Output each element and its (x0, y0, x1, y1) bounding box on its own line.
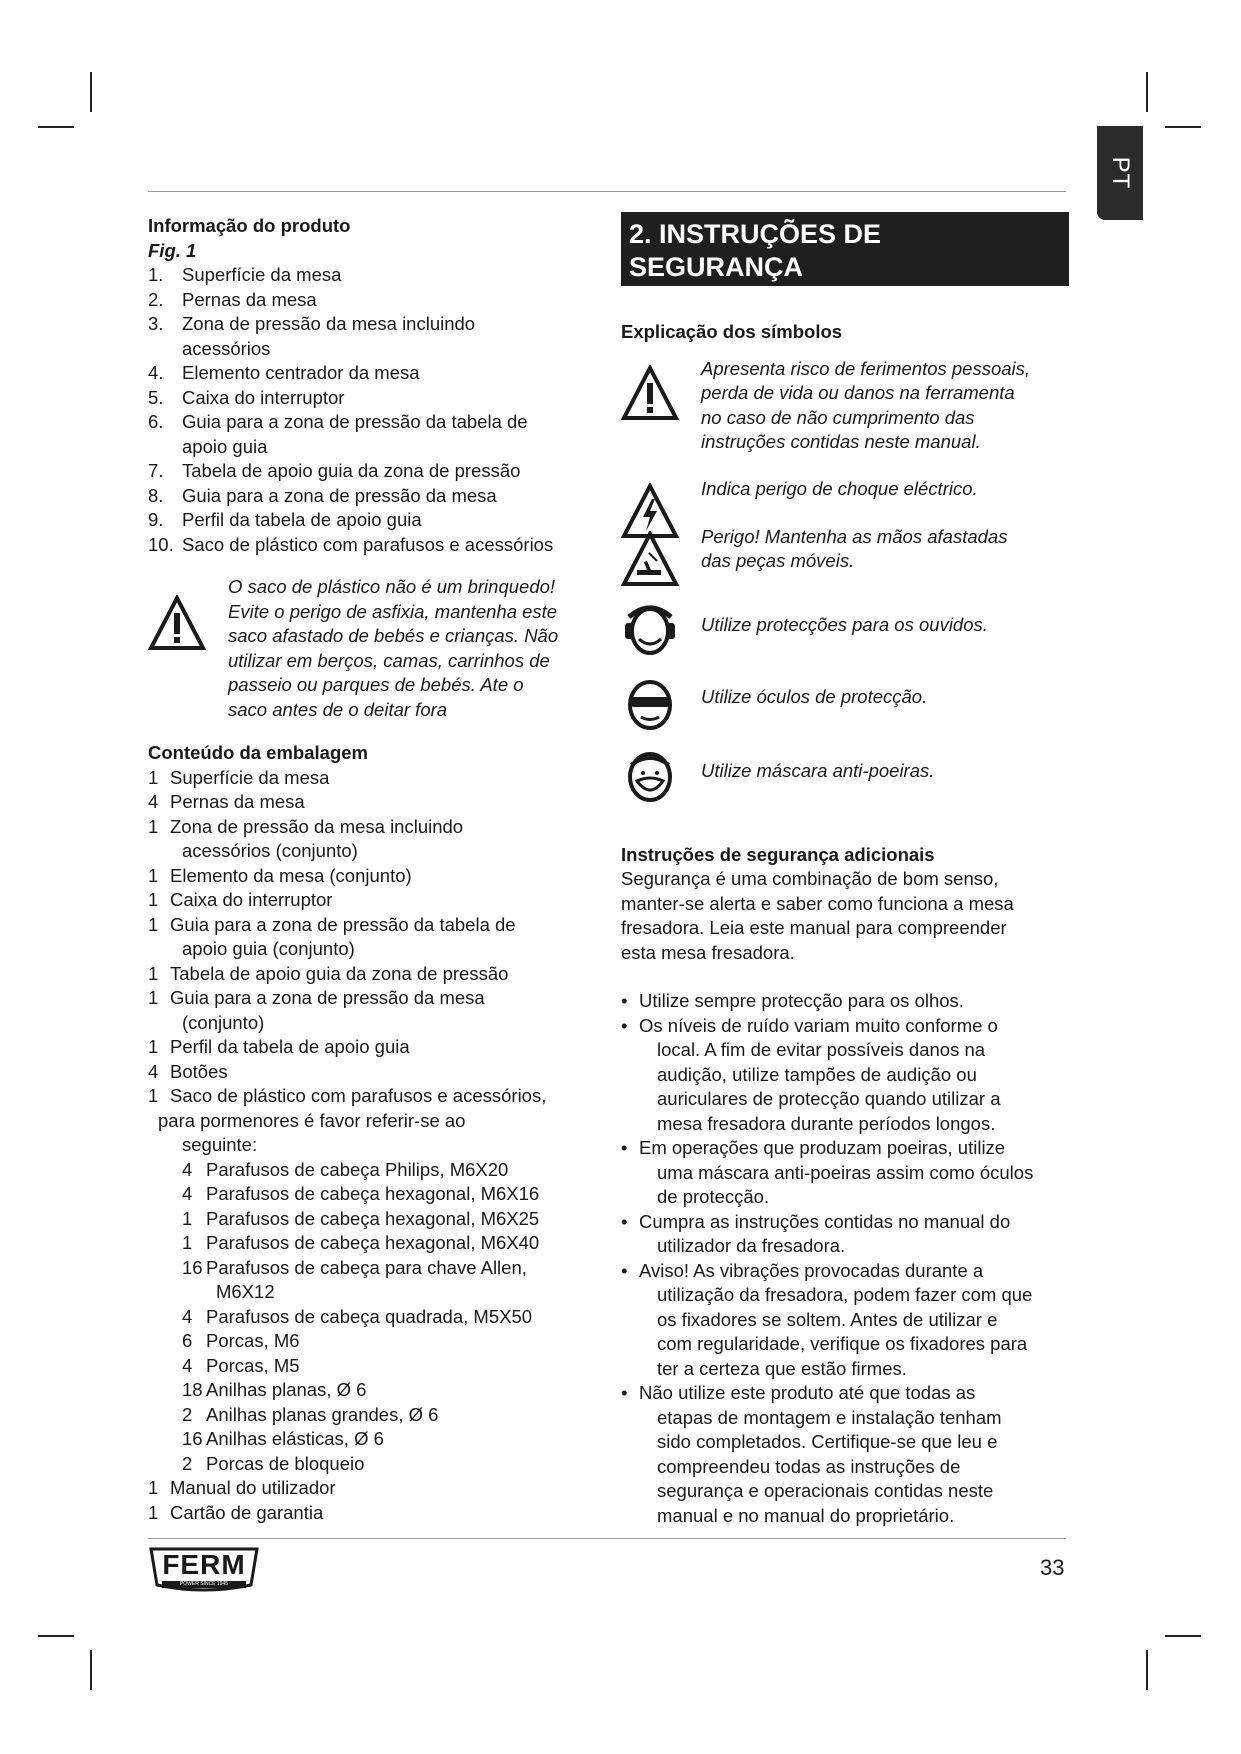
item-quantity: 4 (148, 791, 159, 812)
symbol-description (701, 357, 1071, 455)
list-item (148, 790, 598, 815)
list-item (148, 484, 598, 509)
additional-safety-heading: Instruções de segurança adicionais (621, 843, 935, 865)
item-text: Anilhas planas grandes, Ø 6 (206, 1403, 439, 1425)
item-quantity: 1 (148, 864, 159, 886)
item-number: 1. (148, 264, 164, 285)
logo-tagline: POWER SINCE 1945 (179, 1581, 229, 1587)
crop-mark (1146, 72, 1148, 112)
list-item (148, 1084, 598, 1109)
bullet-marker: • (621, 1210, 628, 1232)
eye-protection-icon (621, 675, 679, 731)
list-item (148, 312, 598, 337)
item-text: Pernas da mesa (170, 791, 305, 812)
item-text: Parafusos de cabeça hexagonal, M6X25 (206, 1207, 540, 1229)
list-item (148, 986, 598, 1011)
list-item (148, 1452, 598, 1477)
bullet-line: Em operações que produzam poeiras, utilize (639, 1137, 1006, 1158)
item-text: Caixa do interruptor (182, 386, 345, 408)
warning-line: Evite o perigo de asfixia, mantenha este (228, 600, 558, 622)
list-item (148, 962, 598, 987)
item-text: Tabela de apoio guia da zona de pressão (182, 460, 521, 481)
item-quantity: 16 (182, 1428, 203, 1449)
symbol-description-line: Indica perigo de choque eléctrico. (701, 477, 978, 499)
item-text: Guia para a zona de pressão da tabela de (182, 411, 528, 432)
crop-mark (1165, 126, 1201, 128)
item-quantity: 4 (182, 1354, 193, 1376)
crop-mark (1146, 1650, 1148, 1690)
symbol-row (621, 525, 1069, 601)
safety-intro (621, 867, 1069, 965)
bullet-item (621, 1210, 1069, 1259)
bullet-line: utilizador da fresadora. (657, 1235, 846, 1256)
symbol-description-line: no caso de não cumprimento das (701, 406, 975, 428)
item-text: Parafusos de cabeça quadrada, M5X50 (206, 1305, 533, 1327)
ear-protection-icon (621, 601, 679, 657)
item-text: Cartão de garantia (170, 1501, 324, 1523)
bullet-line: Aviso! As vibrações provocadas durante a (639, 1259, 984, 1281)
item-number: 5. (148, 386, 164, 408)
warning-line: passeio ou parques de bebés. Ate o (228, 674, 524, 695)
symbol-description-line: Apresenta risco de ferimentos pessoais, (701, 357, 1031, 379)
item-text: Zona de pressão da mesa incluindo (170, 815, 464, 837)
bullet-line: uma máscara anti-poeiras assim como óculos (657, 1161, 1034, 1183)
item-quantity: 4 (148, 1060, 159, 1082)
item-text: Manual do utilizador (170, 1477, 336, 1498)
item-number: 6. (148, 411, 164, 432)
ferm-logo (148, 1545, 260, 1598)
bullet-line: Utilize sempre protecção para os olhos. (639, 990, 964, 1011)
item-quantity: 2 (182, 1403, 193, 1425)
product-parts-list (148, 263, 598, 557)
symbol-description-line: instruções contidas neste manual. (701, 431, 981, 452)
symbol-description (701, 613, 1071, 638)
item-quantity: 1 (148, 1036, 159, 1057)
bullet-marker: • (621, 1382, 628, 1403)
item-quantity: 1 (148, 1085, 159, 1106)
list-item (148, 1403, 598, 1428)
list-item (148, 1158, 598, 1183)
symbol-description-line: Utilize óculos de protecção. (701, 685, 928, 707)
section-title-line-1: 2. INSTRUÇÕES DE (629, 219, 882, 249)
dust-mask-icon (621, 747, 679, 803)
warning-triangle-icon (621, 365, 679, 421)
list-item (148, 1256, 598, 1281)
item-number: 3. (148, 313, 164, 334)
warning-line: O saco de plástico não é um brinquedo! (228, 576, 556, 597)
item-text: Superfície da mesa (182, 264, 342, 285)
list-item (148, 1231, 598, 1256)
page-number: 33 (1040, 1555, 1065, 1580)
list-item (148, 1476, 598, 1501)
item-continuation: (conjunto) (182, 1011, 265, 1033)
figure-reference: Fig. 1 (148, 239, 197, 261)
item-text: Guia para a zona de pressão da mesa (182, 484, 497, 506)
language-tab (1097, 126, 1143, 220)
item-quantity: 1 (148, 1501, 159, 1523)
list-item (148, 508, 598, 533)
item-continuation: acessórios (conjunto) (182, 840, 358, 861)
item-quantity: 4 (182, 1305, 193, 1327)
section-title (621, 212, 1069, 286)
item-quantity: 6 (182, 1330, 193, 1351)
item-text: Parafusos de cabeça para chave Allen, (206, 1256, 527, 1278)
bullet-line: sido completados. Certifique-se que leu e (657, 1431, 998, 1452)
symbol-row (621, 477, 1069, 531)
bullet-item (621, 1259, 1069, 1382)
bullet-item (621, 1381, 1069, 1528)
plastic-bag-warning (148, 575, 598, 725)
item-quantity: 1 (182, 1232, 193, 1253)
package-contents-list (148, 766, 598, 1526)
item-continuation: acessórios (182, 337, 271, 359)
item-text: Porcas, M6 (206, 1330, 300, 1351)
safety-bullets (621, 989, 1069, 1528)
list-item (148, 361, 598, 386)
symbol-row (621, 601, 1069, 675)
symbol-description-line: perda de vida ou danos na ferramenta (701, 382, 1015, 403)
bullet-marker: • (621, 1014, 628, 1036)
symbol-description (701, 759, 1071, 784)
symbols-list (621, 357, 1069, 819)
item-text: Porcas de bloqueio (206, 1452, 365, 1474)
item-quantity: 16 (182, 1256, 203, 1278)
item-text: Anilhas elásticas, Ø 6 (206, 1428, 384, 1449)
hand-hazard-icon (621, 531, 679, 587)
bullet-line: Os níveis de ruído variam muito conforme o (639, 1014, 998, 1036)
bullet-marker: • (621, 1137, 628, 1158)
symbols-heading: Explicação dos símbolos (621, 321, 843, 342)
section-title-line-2: SEGURANÇA (629, 252, 804, 282)
list-item (148, 1305, 598, 1330)
symbol-row (621, 357, 1069, 483)
item-quantity: 18 (182, 1379, 203, 1400)
list-item (148, 1329, 598, 1354)
contents-continuation: seguinte: (182, 1134, 258, 1155)
list-item (148, 1207, 598, 1232)
item-continuation: apoio guia (182, 435, 268, 457)
item-quantity: 1 (148, 815, 159, 837)
bullet-item (621, 1014, 1069, 1137)
warning-triangle-icon (148, 595, 206, 651)
symbol-description-line: Utilize protecções para os ouvidos. (701, 613, 988, 635)
intro-line: Segurança é uma combinação de bom senso, (621, 868, 999, 889)
list-item (148, 1354, 598, 1379)
item-quantity: 1 (148, 962, 159, 984)
list-item (148, 1182, 598, 1207)
bullet-line: local. A fim de evitar possíveis danos na (657, 1039, 986, 1060)
list-item (148, 386, 598, 411)
contents-continuation: para pormenores é favor referir-se ao (158, 1109, 466, 1131)
list-item (148, 410, 598, 435)
item-text: Parafusos de cabeça Philips, M6X20 (206, 1158, 509, 1180)
language-tab-label: PT (1107, 156, 1134, 190)
item-quantity: 1 (148, 913, 159, 935)
intro-line: fresadora. Leia este manual para compreender (621, 917, 1007, 938)
item-text: Elemento da mesa (conjunto) (170, 864, 412, 886)
bullet-line: manual e no manual do proprietário. (657, 1504, 955, 1526)
right-column (621, 212, 1069, 1528)
item-text: Saco de plástico com parafusos e acessórios (182, 533, 554, 555)
product-info-heading: Informação do produto (148, 215, 351, 236)
list-item (148, 263, 598, 288)
bullet-marker: • (621, 990, 628, 1011)
item-number: 9. (148, 509, 164, 530)
warning-line: utilizar em berços, camas, carrinhos de (228, 649, 550, 671)
item-number: 8. (148, 484, 164, 506)
item-text: Anilhas planas, Ø 6 (206, 1379, 367, 1400)
item-quantity: 1 (148, 766, 159, 788)
item-text: Perfil da tabela de apoio guia (170, 1036, 410, 1057)
warning-line: saco afastado de bebés e crianças. Não (228, 625, 559, 646)
item-quantity: 4 (182, 1183, 193, 1204)
item-text: Porcas, M5 (206, 1354, 300, 1376)
item-text: Guia para a zona de pressão da mesa (170, 987, 485, 1008)
list-item (148, 888, 598, 913)
bullet-line: audição, utilize tampões de audição ou (657, 1063, 977, 1085)
item-quantity: 1 (182, 1207, 193, 1229)
list-item (148, 1060, 598, 1085)
item-text: Zona de pressão da mesa incluindo (182, 313, 476, 334)
intro-line: manter-se alerta e saber como funciona a mesa (621, 892, 1014, 914)
bullet-line: auriculares de protecção quando utilizar a (657, 1088, 1001, 1109)
item-text: Botões (170, 1060, 228, 1082)
bullet-line: ter a certeza que estão firmes. (657, 1357, 907, 1379)
symbol-row (621, 747, 1069, 819)
list-item (148, 766, 598, 791)
bullet-line: mesa fresadora durante períodos longos. (657, 1112, 996, 1134)
item-number: 4. (148, 362, 164, 383)
bullet-line: os fixadores se soltem. Antes de utilizar e (657, 1308, 998, 1330)
crop-mark (38, 126, 74, 128)
item-quantity: 2 (182, 1452, 193, 1474)
symbol-description-line: Utilize máscara anti-poeiras. (701, 759, 935, 781)
item-continuation: M6X12 (216, 1281, 275, 1302)
item-text: Caixa do interruptor (170, 889, 333, 910)
intro-line: esta mesa fresadora. (621, 941, 795, 963)
bullet-line: utilização da fresadora, podem fazer com que (657, 1284, 1033, 1305)
item-quantity: 1 (148, 1477, 159, 1498)
list-item (148, 815, 598, 840)
crop-mark (38, 1635, 74, 1637)
list-item (148, 1427, 598, 1452)
package-contents-heading: Conteúdo da embalagem (148, 742, 368, 763)
list-item (148, 913, 598, 938)
bullet-line: compreendeu todas as instruções de (657, 1455, 961, 1477)
item-text: Parafusos de cabeça hexagonal, M6X16 (206, 1183, 540, 1204)
item-quantity: 1 (148, 987, 159, 1008)
crop-mark (90, 1650, 92, 1690)
symbol-description-line: das peças móveis. (701, 550, 855, 571)
symbol-description-line: Perigo! Mantenha as mãos afastadas (701, 525, 1008, 547)
symbol-row (621, 675, 1069, 747)
bottom-rule (148, 1538, 1066, 1539)
item-number: 2. (148, 288, 164, 310)
symbol-description (701, 685, 1071, 710)
list-item (148, 864, 598, 889)
crop-mark (90, 72, 92, 112)
item-text: Guia para a zona de pressão da tabela de (170, 913, 516, 935)
item-continuation: apoio guia (conjunto) (182, 938, 355, 959)
bullet-line: Não utilize este produto até que todas as (639, 1382, 976, 1403)
list-item (148, 1035, 598, 1060)
bullet-item (621, 989, 1069, 1014)
bullet-line: com regularidade, verifique os fixadores para (657, 1333, 1028, 1354)
item-text: Pernas da mesa (182, 288, 317, 310)
list-item (148, 1378, 598, 1403)
symbol-description (701, 477, 1071, 502)
bullet-marker: • (621, 1259, 628, 1281)
symbol-description (701, 525, 1071, 574)
item-text: Perfil da tabela de apoio guia (182, 509, 422, 530)
crop-mark (1165, 1635, 1201, 1637)
item-quantity: 4 (182, 1158, 193, 1180)
logo-text: FERM (162, 1549, 246, 1580)
top-rule (148, 191, 1066, 192)
bullet-line: etapas de montagem e instalação tenham (657, 1406, 1002, 1428)
bullet-line: Cumpra as instruções contidas no manual do (639, 1210, 1011, 1232)
list-item (148, 533, 598, 558)
item-text: Tabela de apoio guia da zona de pressão (170, 962, 509, 984)
bullet-line: segurança e operacionais contidas neste (657, 1480, 994, 1501)
warning-line: saco antes de o deitar fora (228, 698, 448, 720)
bullet-item (621, 1136, 1069, 1210)
list-item (148, 1501, 598, 1526)
list-item (148, 288, 598, 313)
bullet-line: de protecção. (657, 1186, 770, 1207)
item-text: Elemento centrador da mesa (182, 362, 420, 383)
item-quantity: 1 (148, 889, 159, 910)
left-column (148, 214, 598, 1525)
item-number: 7. (148, 460, 164, 481)
plastic-bag-warning-text (228, 575, 598, 722)
item-text: Saco de plástico com parafusos e acessórios, (170, 1085, 547, 1106)
item-number: 10. (148, 533, 174, 555)
item-text: Parafusos de cabeça hexagonal, M6X40 (206, 1232, 540, 1253)
item-text: Superfície da mesa (170, 766, 330, 788)
list-item (148, 459, 598, 484)
